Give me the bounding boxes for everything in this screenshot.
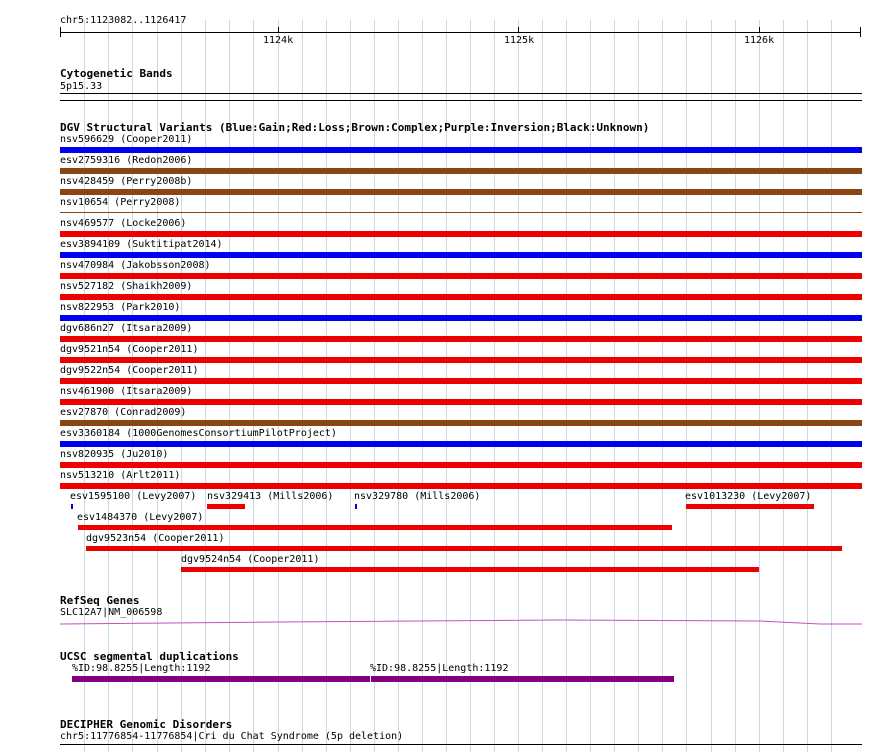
grid-line: [807, 20, 808, 752]
grid-line: [711, 20, 712, 752]
dgv-feature-label[interactable]: nsv428459 (Perry2008b): [60, 176, 193, 187]
ruler-start-tick: [60, 27, 61, 37]
dgv-track-separator: [60, 485, 862, 486]
dgv-feature-label[interactable]: nsv469577 (Locke2006): [60, 218, 187, 229]
ruler-end-tick: [860, 27, 861, 37]
dgv-feature-bar[interactable]: [60, 336, 862, 342]
dgv-feature-bar[interactable]: [686, 504, 814, 509]
dgv-feature-label[interactable]: nsv329780 (Mills2006): [354, 491, 481, 502]
dgv-feature-label[interactable]: nsv513210 (Arlt2011): [60, 470, 181, 481]
ruler-position-label: chr5:1123082..1126417: [60, 15, 187, 26]
cytoband-bar-bottom: [60, 100, 862, 101]
cytoband-bar-top: [60, 93, 862, 94]
dgv-feature-bar[interactable]: [60, 212, 862, 213]
segdup-feature-bar[interactable]: [371, 676, 674, 682]
segdup-track-title[interactable]: UCSC segmental duplications: [60, 650, 239, 663]
grid-line: [735, 20, 736, 752]
dgv-feature-label[interactable]: esv1013230 (Levy2007): [685, 491, 812, 502]
grid-line: [831, 20, 832, 752]
dgv-feature-bar[interactable]: [207, 504, 245, 509]
dgv-feature-label[interactable]: nsv596629 (Cooper2011): [60, 134, 193, 145]
dgv-feature-bar[interactable]: [60, 462, 862, 468]
dgv-feature-label[interactable]: esv1595100 (Levy2007): [70, 491, 197, 502]
segdup-feature-bar[interactable]: [72, 676, 370, 682]
segdup-feature-label[interactable]: %ID:98.8255|Length:1192: [72, 663, 211, 674]
dgv-feature-label[interactable]: dgv9522n54 (Cooper2011): [60, 365, 199, 376]
grid-line: [783, 20, 784, 752]
ruler-tick-label: 1125k: [504, 35, 535, 46]
dgv-feature-bar[interactable]: [60, 399, 862, 405]
ruler-axis: [60, 32, 861, 33]
ruler-tick-label: 1124k: [263, 35, 294, 46]
dgv-feature-label[interactable]: esv1484370 (Levy2007): [77, 512, 204, 523]
dgv-feature-bar[interactable]: [355, 504, 357, 509]
dgv-feature-label[interactable]: nsv527182 (Shaikh2009): [60, 281, 193, 292]
dgv-feature-label[interactable]: dgv9523n54 (Cooper2011): [86, 533, 225, 544]
dgv-feature-bar[interactable]: [78, 525, 672, 530]
dgv-feature-bar[interactable]: [60, 357, 862, 363]
ruler-tick-1124k: [278, 27, 279, 32]
dgv-feature-label[interactable]: nsv820935 (Ju2010): [60, 449, 169, 460]
dgv-feature-label[interactable]: esv2759316 (Redon2006): [60, 155, 193, 166]
dgv-feature-bar[interactable]: [60, 147, 862, 153]
dgv-feature-bar[interactable]: [60, 231, 862, 237]
dgv-feature-bar[interactable]: [181, 567, 759, 572]
ruler-tick-1125k: [518, 27, 519, 32]
ruler-tick-label: 1126k: [744, 35, 775, 46]
dgv-feature-label[interactable]: nsv10654 (Perry2008): [60, 197, 181, 208]
grid-line: [662, 20, 663, 752]
refseq-gene-label[interactable]: SLC12A7|NM_006598: [60, 607, 163, 618]
ruler-tick-1126k: [759, 27, 760, 32]
dgv-feature-bar[interactable]: [60, 315, 862, 321]
dgv-feature-label[interactable]: nsv470984 (Jakobsson2008): [60, 260, 211, 271]
dgv-feature-bar[interactable]: [86, 546, 842, 551]
refseq-gene-model[interactable]: [60, 618, 862, 628]
dgv-feature-bar[interactable]: [60, 168, 862, 174]
dgv-feature-label[interactable]: esv3894109 (Suktitipat2014): [60, 239, 223, 250]
dgv-feature-label[interactable]: esv27870 (Conrad2009): [60, 407, 187, 418]
dgv-feature-label[interactable]: esv3360184 (1000GenomesConsortiumPilotProject): [60, 428, 337, 439]
dgv-feature-label[interactable]: dgv9521n54 (Cooper2011): [60, 344, 199, 355]
decipher-feature-label[interactable]: chr5:11776854-11776854|Cri du Chat Syndrome (5p deletion): [60, 731, 404, 742]
dgv-feature-bar[interactable]: [60, 441, 862, 447]
cytoband-feature-label[interactable]: 5p15.33: [60, 81, 103, 92]
dgv-feature-bar[interactable]: [60, 294, 862, 300]
dgv-feature-bar[interactable]: [60, 273, 862, 279]
dgv-feature-bar[interactable]: [60, 252, 862, 258]
dgv-feature-label[interactable]: nsv822953 (Park2010): [60, 302, 181, 313]
dgv-track-title[interactable]: DGV Structural Variants (Blue:Gain;Red:Loss;Brown:Complex;Purple:Inversion;Black:Unknown): [60, 121, 650, 134]
dgv-feature-label[interactable]: nsv329413 (Mills2006): [207, 491, 334, 502]
cytoband-track-title[interactable]: Cytogenetic Bands: [60, 67, 173, 80]
dgv-feature-bar[interactable]: [71, 504, 73, 509]
grid-line: [686, 20, 687, 752]
decipher-track-title[interactable]: DECIPHER Genomic Disorders: [60, 718, 233, 731]
dgv-feature-bar[interactable]: [60, 189, 862, 195]
dgv-feature-label[interactable]: dgv9524n54 (Cooper2011): [181, 554, 320, 565]
refseq-track-title[interactable]: RefSeq Genes: [60, 594, 140, 607]
dgv-feature-bar[interactable]: [60, 378, 862, 384]
dgv-feature-bar[interactable]: [60, 420, 862, 426]
decipher-feature-bar[interactable]: [60, 744, 862, 745]
dgv-feature-label[interactable]: dgv686n27 (Itsara2009): [60, 323, 193, 334]
dgv-feature-label[interactable]: nsv461900 (Itsara2009): [60, 386, 193, 397]
segdup-feature-label[interactable]: %ID:98.8255|Length:1192: [370, 663, 509, 674]
grid-line: [759, 20, 760, 752]
dgv-feature-bar[interactable]: [60, 483, 862, 489]
